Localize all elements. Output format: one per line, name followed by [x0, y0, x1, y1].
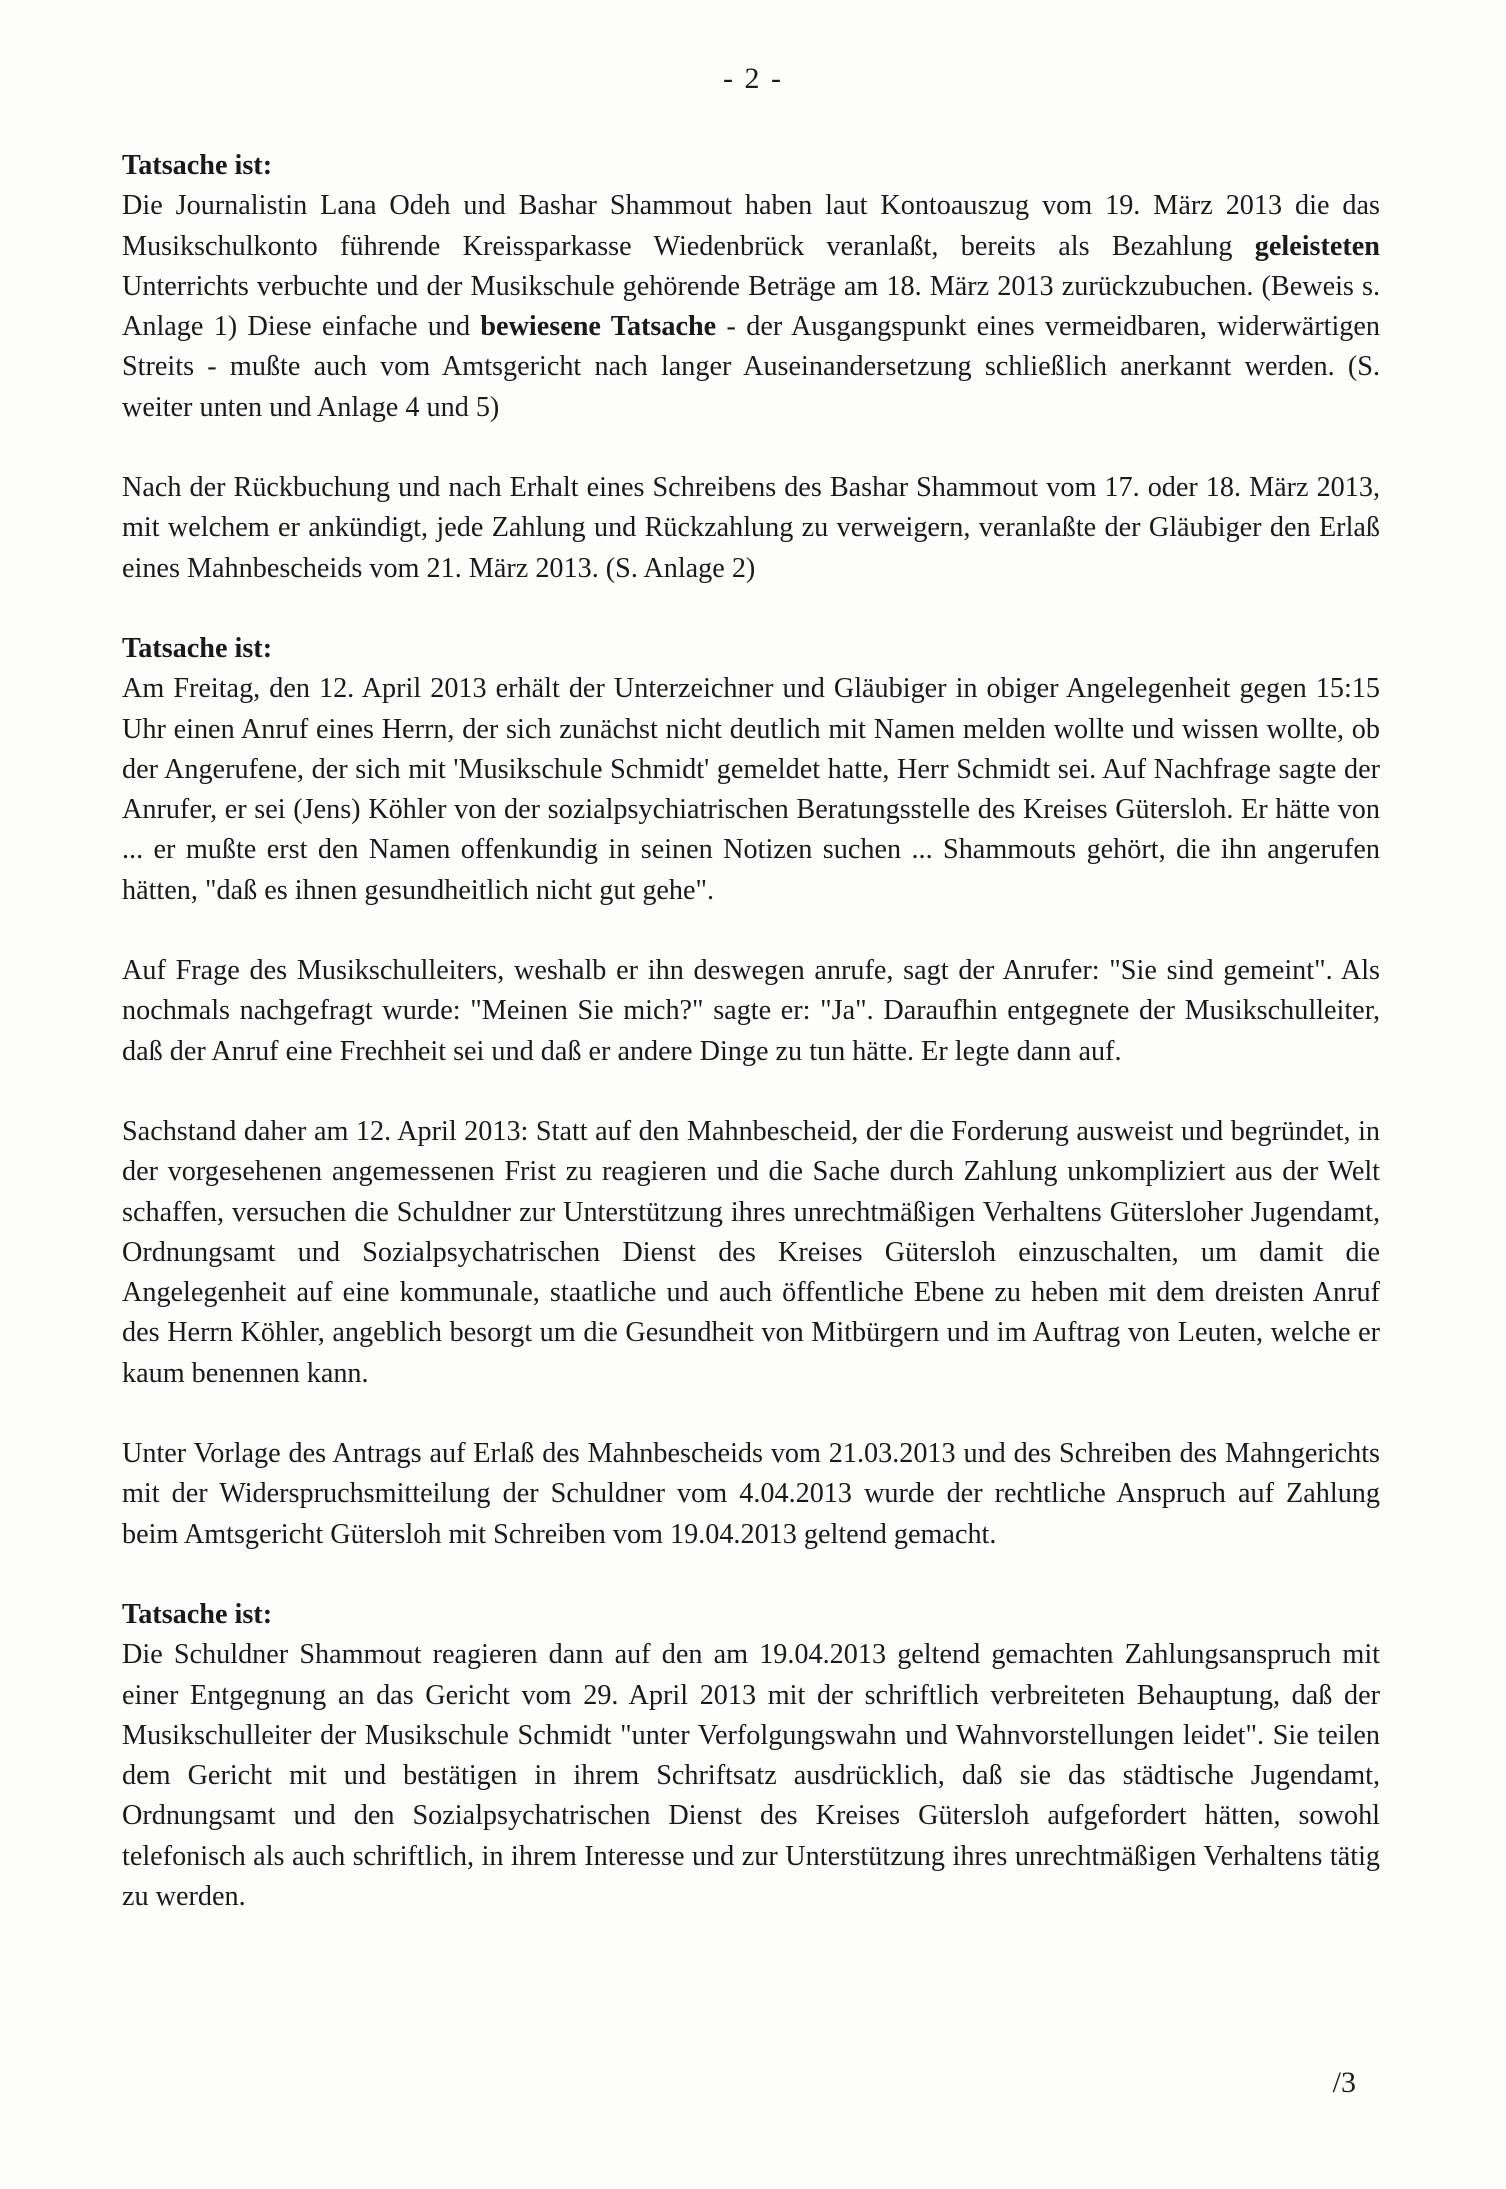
paragraph-block	[122, 1595, 1380, 1917]
paragraph-text	[122, 1434, 1380, 1555]
text-run: Nach der Rückbuchung und nach Erhalt eines Schreibens des Bashar Shammout vom 17. oder 18. März 2013, mit welchem er ankündigt, jede Zahlung und Rückzahlung zu verweigern, veranlaßte der Gläubiger den Erlaß eines Mahnbescheids vom 21. März 2013. (S. Anlage 2)	[122, 472, 1380, 584]
text-run: Unter Vorlage des Antrags auf Erlaß des Mahnbescheids vom 21.03.2013 und des Schreiben des Mahngerichts mit der Widerspruchsmitteilung der Schuldner vom 4.04.2013 wurde der rechtliche Anspruch auf Zahlung beim Amtsgericht Gütersloh mit Schreiben vom 19.04.2013 geltend gemacht.	[122, 1438, 1380, 1550]
text-run: - der Ausgangspunkt eines vermeidbaren, widerwärtigen Streits - mußte auch vom Amtsgericht nach langer Auseinandersetzung schließlich anerkannt werden. (S. weiter unten und Anlage 4 und 5)	[122, 311, 1381, 423]
paragraph-block	[122, 146, 1380, 428]
paragraph-text	[122, 951, 1380, 1072]
text-run: Unterrichts verbuchte und der Musikschule gehörende Beträge am 18. März 2013 zurückzubuchen. (Beweis s. Anlage 1) Diese einfache und	[122, 270, 1380, 343]
text-run: Am Freitag, den 12. April 2013 erhält der Unterzeichner und Gläubiger in obiger Angelegenheit gegen 15:15 Uhr einen Anruf eines Herrn, der sich zunächst nicht deutlich mit Namen melden wollte und wissen wollte, ob der Angerufene, der sich mit 'Musikschule Schmidt' gemeldet hatte, Herr Schmidt sei. Auf Nachfrage sagte der Anrufer, er sei (Jens) Köhler von der sozialpsychiatrischen Beratungsstelle des Kreises Gütersloh. Er hätte von ... er mußte erst den Namen offenkundig in seinen Notizen suchen ... Shammouts gehört, die ihn angerufen hätten, "daß es ihnen gesundheitlich nicht gut gehe".	[122, 673, 1380, 906]
section-heading: Tatsache ist:	[122, 150, 273, 181]
paragraph-text	[122, 669, 1380, 911]
text-run: Auf Frage des Musikschulleiters, weshalb er ihn deswegen anrufe, sagt der Anrufer: "Sie sind gemeint". Als nochmals nachgefragt wurde: "Meinen Sie mich?" sagte er: "Ja". Daraufhin entgegnete der Musikschulleiter, daß der Anruf eine Frechheit sei und daß er andere Dinge zu tun hätte. Er legte dann auf.	[122, 955, 1380, 1067]
paragraph-text	[122, 1112, 1380, 1394]
section-heading: Tatsache ist:	[122, 632, 273, 664]
text-run: Die Journalistin Lana Odeh und Bashar Shammout haben laut Kontoauszug vom 19. März 2013 die das Musikschulkonto führende Kreissparkasse Wiedenbrück veranlaßt, bereits als Bezahlung	[122, 190, 1380, 262]
paragraph-block	[122, 1112, 1380, 1394]
page-number: - 2 -	[723, 62, 783, 95]
paragraph-block	[122, 629, 1380, 911]
paragraph-text	[122, 1635, 1380, 1917]
text-run: Sachstand daher am 12. April 2013: Statt auf den Mahnbescheid, der die Forderung ausweist und begründet, in der vorgesehenen angemessenen Frist zu reagieren und die Sache durch Zahlung unkompliziert aus der Welt schaffen, versuchen die Schuldner zur Unterstützung ihres unrechtmäßigen Verhaltens Gütersloher Jugendamt, Ordnungsamt und Sozialpsychatrischen Dienst des Kreises Gütersloh einzuschalten, um damit die Angelegenheit auf eine kommunale, staatliche und auch öffentliche Ebene zu heben mit dem dreisten Anruf des Herrn Köhler, angeblich besorgt um die Gesundheit von Mitbürgern und im Auftrag von Leuten, welche er kaum benennen kann.	[122, 1115, 1380, 1389]
paragraph-text	[122, 186, 1380, 428]
paragraph-block	[122, 468, 1380, 589]
text-run: Die Schuldner Shammout reagieren dann auf den am 19.04.2013 geltend gemachten Zahlungsanspruch mit einer Entgegnung an das Gericht vom 29. April 2013 mit der schriftlich verbreiteten Behauptung, daß der Musikschulleiter der Musikschule Schmidt "unter Verfolgungswahn und Wahnvorstellungen leidet". Sie teilen dem Gericht mit und bestätigen in ihrem Schriftsatz ausdrücklich, daß sie das städtische Jugendamt, Ordnungsamt und den Sozialpsychatrischen Dienst des Kreises Gütersloh aufgefordert hätten, sowohl telefonisch als auch schriftlich, in ihrem Interesse und zur Unterstützung ihres unrechtmäßigen Verhaltens tätig zu werden.	[122, 1639, 1380, 1912]
paragraph-block	[122, 951, 1380, 1072]
emphasized-text: bewiesene Tatsache	[480, 311, 717, 343]
continuation-marker: /3	[1332, 2066, 1356, 2099]
paragraph-text	[122, 468, 1380, 589]
emphasized-text: geleisteten	[1254, 230, 1380, 262]
paragraph-block	[122, 1434, 1380, 1555]
document-body	[122, 146, 1380, 1957]
section-heading: Tatsache ist:	[122, 1598, 273, 1630]
